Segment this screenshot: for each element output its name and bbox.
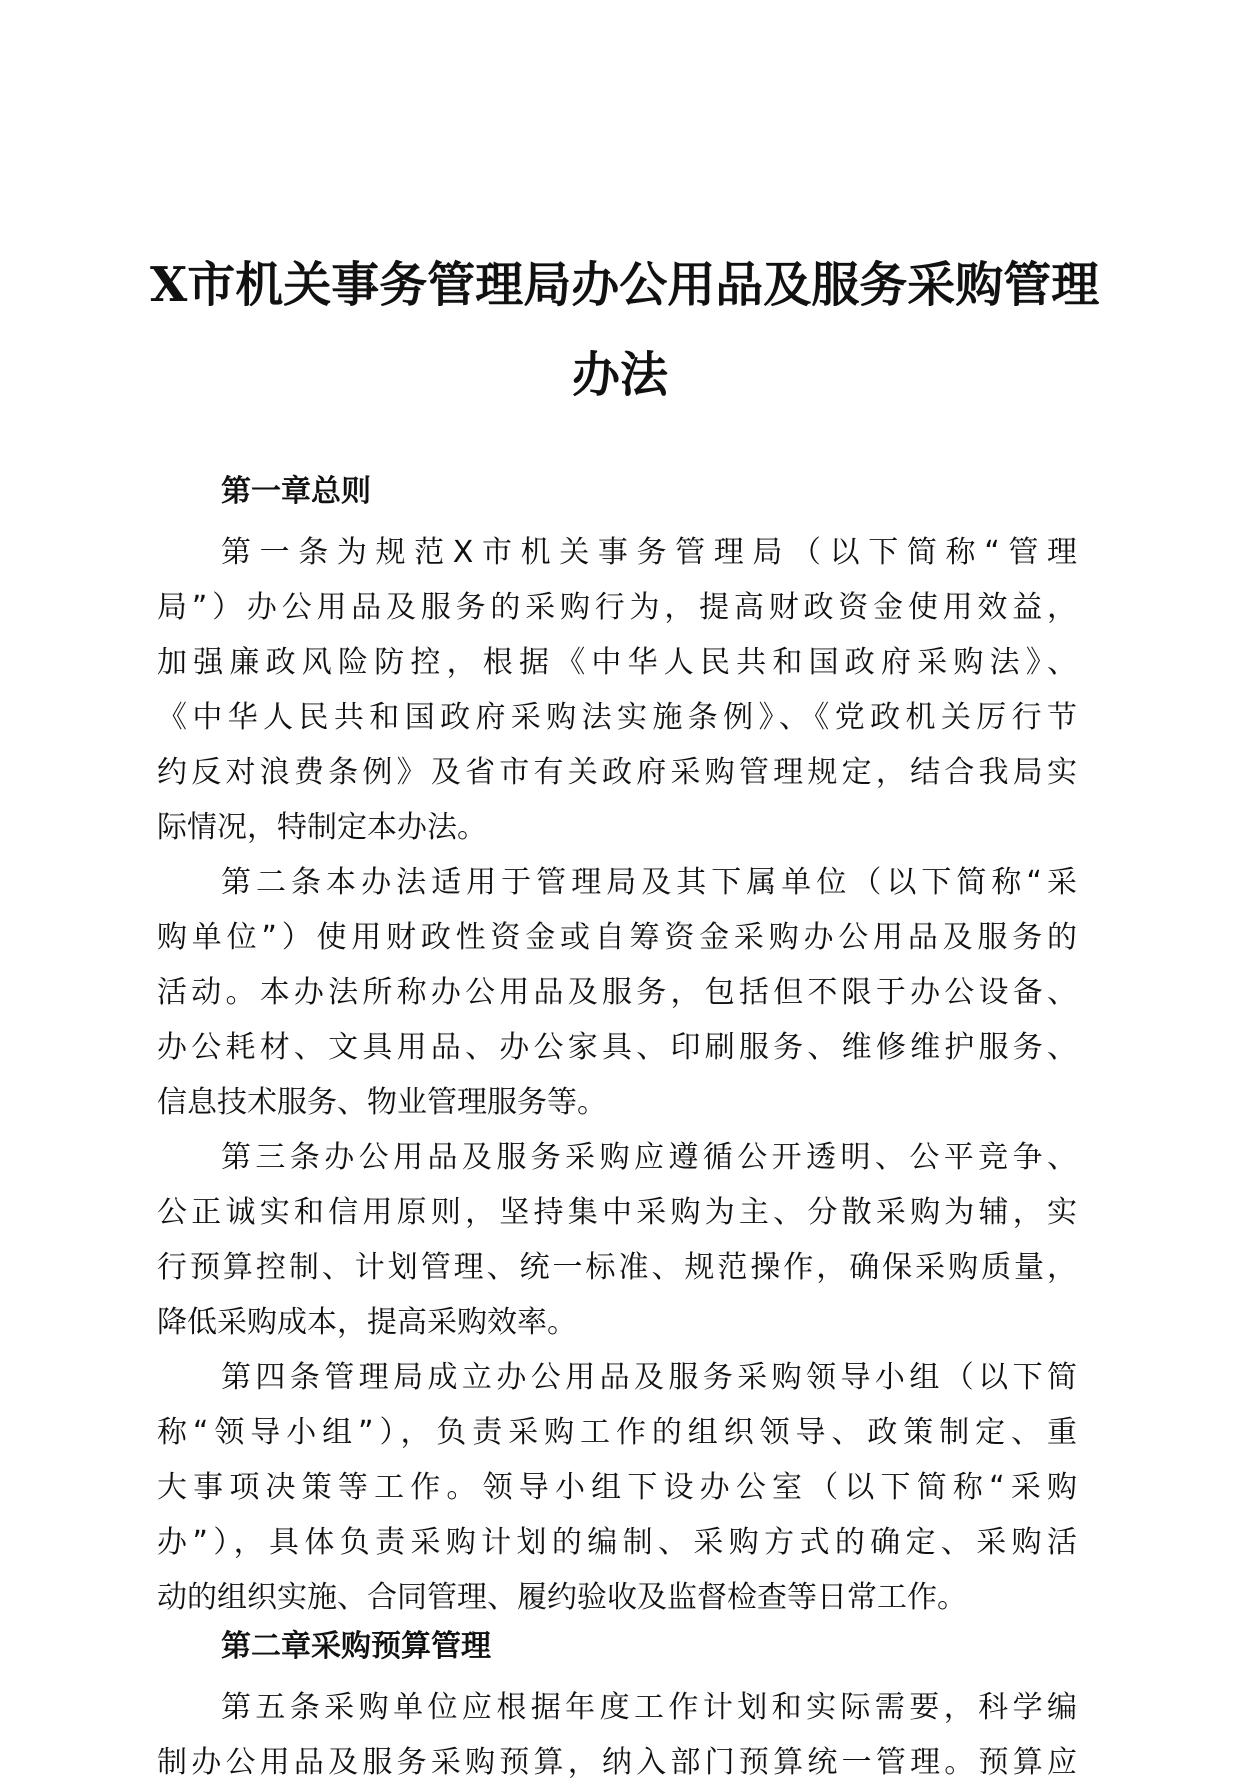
article-5 [157,1680,1077,1790]
article-4-line: 办”），具体负责采购计划的编制、采购方式的确定、采购活 [157,1525,1077,1560]
article-5-line: 第五条采购单位应根据年度工作计划和实际需要，科学编 [221,1690,1077,1725]
article-4-line: 动的组织实施、合同管理、履约验收及监督检查等日常工作。 [157,1580,967,1615]
chapter-2-heading: 第二章采购预算管理 [221,1629,491,1664]
article-2-line: 办公耗材、文具用品、办公家具、印刷服务、维修维护服务、 [157,1030,1077,1065]
article-4 [157,1350,1077,1625]
article-2-line: 活动。本办法所称办公用品及服务，包括但不限于办公设备、 [157,975,1077,1010]
article-2-line: 购单位”）使用财政性资金或自筹资金采购办公用品及服务的 [157,920,1077,955]
document-body [157,470,1077,1790]
article-3 [157,1130,1077,1350]
chapter-1-heading: 第一章总则 [221,474,371,509]
article-5-line: 制办公用品及服务采购预算，纳入部门预算统一管理。预算应 [157,1745,1077,1780]
article-3-line: 降低采购成本，提高采购效率。 [157,1305,577,1340]
article-4-line: 大事项决策等工作。领导小组下设办公室（以下简称“采购 [157,1470,1077,1505]
article-1-line: 第一条为规范X市机关事务管理局（以下简称“管理 [221,535,1077,570]
article-3-line: 行预算控制、计划管理、统一标准、规范操作，确保采购质量， [157,1250,1077,1285]
article-1 [157,525,1077,855]
document-title-line-2: 办法 [571,347,668,403]
article-1-line: 《中华人民共和国政府采购法实施条例》、《党政机关厉行节 [157,700,1077,735]
document-title-line-1: X市机关事务管理局办公用品及服务采购管理 [150,257,1100,313]
article-3-line: 公正诚实和信用原则，坚持集中采购为主、分散采购为辅，实 [157,1195,1077,1230]
article-3-line: 第三条办公用品及服务采购应遵循公开透明、公平竞争、 [221,1140,1077,1175]
article-1-line: 际情况，特制定本办法。 [157,810,487,845]
article-4-line: 称“领导小组”），负责采购工作的组织领导、政策制定、重 [157,1415,1077,1450]
article-1-line: 约反对浪费条例》及省市有关政府采购管理规定，结合我局实 [157,755,1077,790]
article-1-line: 局”）办公用品及服务的采购行为，提高财政资金使用效益， [157,590,1077,625]
article-4-line: 第四条管理局成立办公用品及服务采购领导小组（以下简 [221,1360,1077,1395]
article-2 [157,855,1077,1130]
article-2-line: 第二条本办法适用于管理局及其下属单位（以下简称“采 [221,865,1077,900]
article-2-line: 信息技术服务、物业管理服务等。 [157,1085,607,1120]
article-1-line: 加强廉政风险防控，根据《中华人民共和国政府采购法》、 [157,645,1077,680]
